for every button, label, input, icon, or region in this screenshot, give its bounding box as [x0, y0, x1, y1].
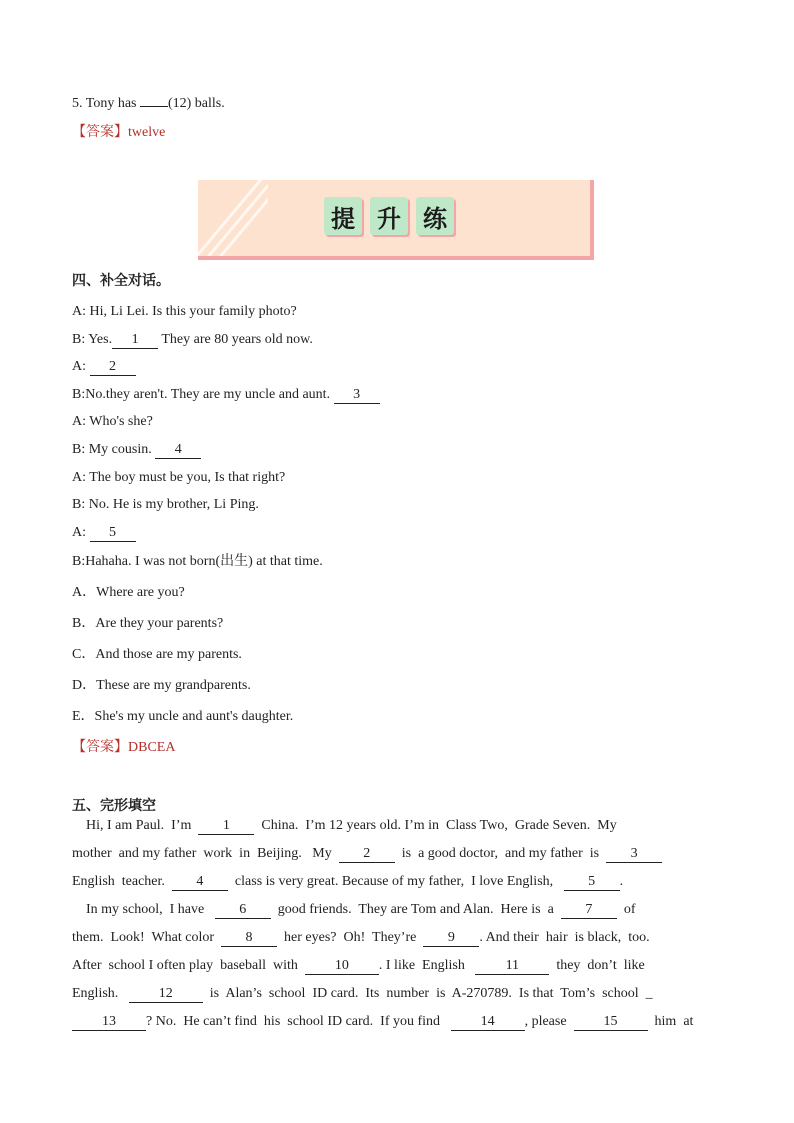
option-item: B．Are they your parents?	[72, 616, 224, 631]
question-5-prefix: 5. Tony has	[72, 96, 137, 111]
option-item: E．She's my uncle and aunt's daughter.	[72, 709, 294, 724]
dialogue-text: B:No.they aren't. They are my uncle and aunt.	[72, 387, 334, 402]
dialogue-line: A: The boy must be you, Is that right?	[72, 470, 286, 485]
dialogue-blank: 4	[155, 442, 201, 459]
passage-text: Hi, I am Paul. I’m	[72, 818, 199, 833]
passage-text: good friends. They are Tom and Alan. Here is a	[270, 902, 561, 917]
passage-blank: 8	[221, 930, 277, 947]
passage-blank: 3	[606, 846, 662, 863]
passage-line	[72, 896, 722, 924]
dialogue-line: A: Hi, Li Lei. Is this your family photo?	[72, 304, 297, 319]
section-4-heading: 四、补全对话。	[72, 273, 170, 289]
banner-char-tile: 提	[324, 197, 362, 235]
answer-line-3	[72, 124, 165, 142]
banner-stripes	[198, 180, 268, 256]
answer-value: twelve	[128, 125, 166, 140]
cloze-passage	[72, 812, 722, 1036]
passage-blank: 2	[339, 846, 395, 863]
passage-blank: 9	[423, 930, 479, 947]
passage-text: After school I often play baseball with	[72, 958, 305, 973]
passage-text: . I like English	[378, 958, 476, 973]
passage-blank: 13	[72, 1014, 146, 1031]
answer-line-4	[72, 739, 175, 757]
dialogue-blank: 3	[334, 387, 380, 404]
dialogue-blank: 1	[112, 332, 158, 349]
passage-blank: 14	[451, 1014, 525, 1031]
passage-text: English.	[72, 986, 129, 1001]
dialogue-line	[72, 441, 201, 459]
question-5-suffix: (12) balls.	[167, 96, 225, 111]
option-item: C．And those are my parents.	[72, 647, 242, 662]
banner-char-tile: 练	[416, 197, 454, 235]
passage-blank: 15	[574, 1014, 648, 1031]
dialogue-blank: 2	[90, 359, 136, 376]
dialogue-text: They are 80 years old now.	[158, 332, 313, 347]
passage-blank: 12	[129, 986, 203, 1003]
dialogue-line: A: Who's she?	[72, 414, 153, 429]
dialogue-text: A:	[72, 359, 90, 374]
passage-text: is a good doctor, and my father is	[394, 846, 607, 861]
dialogue-text: A:	[72, 525, 90, 540]
passage-text: . And their hair is black, too.	[479, 930, 650, 945]
passage-blank: 10	[305, 958, 379, 975]
passage-line	[72, 812, 722, 840]
banner-char-tile: 升	[370, 197, 408, 235]
passage-text: In my school, I have	[72, 902, 215, 917]
passage-text: .	[619, 874, 624, 889]
passage-text: of	[616, 902, 636, 917]
answer-value: DBCEA	[128, 740, 176, 755]
dialogue-line: B: No. He is my brother, Li Ping.	[72, 497, 259, 512]
question-5	[72, 95, 225, 113]
banner-title	[324, 197, 454, 235]
dialogue-line	[72, 386, 380, 404]
passage-blank: 6	[215, 902, 271, 919]
dialogue-line	[72, 331, 313, 349]
dialogue-line: B:Hahaha. I was not born(出生) at that time.	[72, 554, 323, 569]
passage-line	[72, 1008, 722, 1036]
answer-label: 【答案】	[72, 125, 128, 140]
dialogue-blank: 5	[90, 525, 136, 542]
passage-line	[72, 840, 722, 868]
passage-text: , please	[524, 1014, 574, 1029]
dialogue-line	[72, 358, 136, 376]
option-item: D．These are my grandparents.	[72, 678, 251, 693]
passage-text: they don’t like	[549, 958, 645, 973]
practice-banner	[198, 180, 594, 260]
passage-text: mother and my father work in Beijing. My	[72, 846, 339, 861]
passage-text: English teacher.	[72, 874, 172, 889]
passage-text: ? No. He can’t find his school ID card. If you find	[146, 1014, 451, 1029]
passage-blank: 1	[198, 818, 254, 835]
section-5-heading: 五、完形填空	[72, 798, 156, 814]
passage-text: her eyes? Oh! They’re	[277, 930, 424, 945]
dialogue-text: B: My cousin.	[72, 442, 156, 457]
dialogue-line	[72, 524, 136, 542]
passage-text: him at	[647, 1014, 694, 1029]
passage-text: them. Look! What color	[72, 930, 222, 945]
question-5-blank	[140, 106, 168, 107]
passage-line	[72, 868, 722, 896]
passage-text: is Alan’s school ID card. Its number is A-270789. Is that Tom’s school _	[202, 986, 653, 1001]
option-item: A．Where are you?	[72, 585, 185, 600]
passage-blank: 4	[172, 874, 228, 891]
passage-line	[72, 980, 722, 1008]
passage-text: class is very great. Because of my father, I love English,	[227, 874, 564, 889]
answer-label: 【答案】	[72, 740, 128, 755]
passage-blank: 5	[564, 874, 620, 891]
dialogue-text: B: Yes.	[72, 332, 113, 347]
passage-text: China. I’m 12 years old. I’m in Class Two, Grade Seven. My	[254, 818, 617, 833]
passage-line	[72, 924, 722, 952]
passage-blank: 11	[475, 958, 549, 975]
passage-line	[72, 952, 722, 980]
passage-blank: 7	[561, 902, 617, 919]
